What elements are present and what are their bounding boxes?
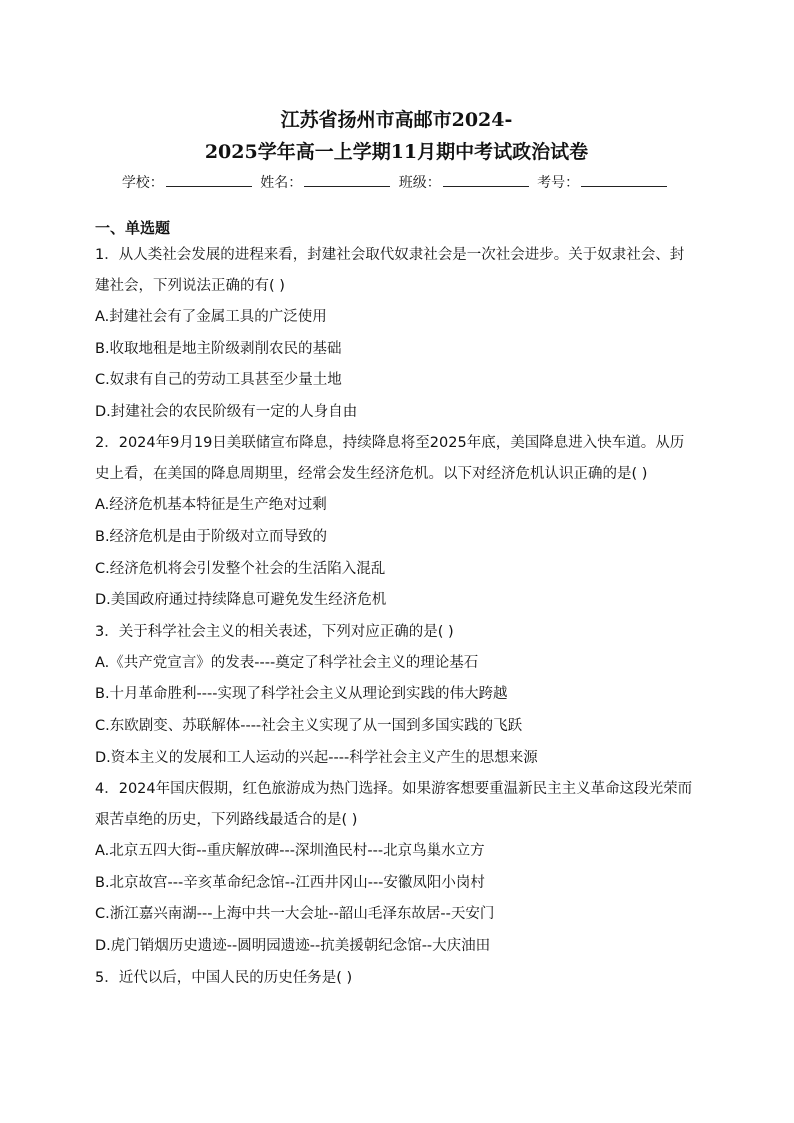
question-text: 1．从人类社会发展的进程来看，封建社会取代奴隶社会是一次社会进步。关于奴隶社会、封建社会，下列说法正确的有( ): [95, 247, 685, 294]
option-a[interactable]: A.封建社会有了金属工具的广泛使用: [95, 309, 327, 325]
option-d[interactable]: D.虎门销烟历史遗迹--圆明园遗迹--抗美援朝纪念馆--大庆油田: [95, 937, 491, 954]
option-c[interactable]: C.浙江嘉兴南湖---上海中共一大会址--韶山毛泽东故居--天安门: [95, 906, 495, 923]
option-d[interactable]: D.封建社会的农民阶级有一定的人身自由: [95, 403, 358, 420]
question-1: [95, 240, 698, 428]
option-a[interactable]: A.经济危机基本特征是生产绝对过剩: [95, 497, 327, 514]
option-b[interactable]: B.北京故宫---辛亥革命纪念馆--江西井冈山---安徽凤阳小岗村: [95, 874, 485, 891]
class-blank[interactable]: [443, 172, 529, 187]
name-blank[interactable]: [304, 172, 390, 187]
option-c[interactable]: C.东欧剧变、苏联解体----社会主义实现了从一国到多国实践的飞跃: [95, 717, 523, 734]
school-label: 学校：: [121, 175, 164, 191]
title-line-1: 江苏省扬州市高邮市2024-: [280, 109, 513, 131]
number-blank[interactable]: [581, 172, 667, 187]
option-b[interactable]: B.经济危机是由于阶级对立而导致的: [95, 528, 328, 545]
option-a[interactable]: A.《共产党宣言》的发表----奠定了科学社会主义的理论基石: [95, 654, 479, 671]
option-d[interactable]: D.美国政府通过持续降息可避免发生经济危机: [95, 592, 387, 609]
question-3: [95, 617, 698, 774]
question-5: [95, 963, 698, 994]
option-c[interactable]: C.经济危机将会引发整个社会的生活陷入混乱: [95, 560, 386, 577]
question-text: 4．2024年国庆假期，红色旅游成为热门选择。如果游客想要重温新民主主义革命这段光荣而艰苦卓绝的历史，下列路线最适合的是( ): [95, 781, 693, 829]
name-label: 姓名：: [260, 175, 303, 191]
student-info: [95, 172, 698, 194]
title-line-2: 2025学年高一上学期11月期中考试政治试卷: [204, 141, 589, 163]
question-text: 2．2024年9月19日美联储宣布降息，持续降息将至2025年底，美国降息进入快车道。从历史上看，在美国的降息周期里，经常会发生经济危机。以下对经济危机认识正确的是( ): [95, 435, 685, 483]
option-b[interactable]: B.十月革命胜利----实现了科学社会主义从理论到实践的伟大跨越: [95, 686, 508, 703]
school-blank[interactable]: [166, 172, 252, 187]
page-title: [95, 104, 698, 168]
option-b[interactable]: B.收取地租是地主阶级剥削农民的基础: [95, 340, 342, 357]
question-2: [95, 428, 698, 616]
option-a[interactable]: A.北京五四大街--重庆解放碑---深圳渔民村---北京鸟巢水立方: [95, 843, 485, 860]
class-label: 班级：: [398, 175, 441, 191]
number-label: 考号：: [537, 175, 580, 191]
question-text: 3．关于科学社会主义的相关表述，下列对应正确的是( ): [95, 623, 454, 640]
question-text: 5．近代以后，中国人民的历史任务是( ): [95, 969, 353, 986]
section-heading: 一、单选题: [95, 219, 171, 237]
question-4: [95, 774, 698, 962]
option-d[interactable]: D.资本主义的发展和工人运动的兴起----科学社会主义产生的思想来源: [95, 749, 538, 766]
option-c[interactable]: C.奴隶有自己的劳动工具甚至少量土地: [95, 372, 342, 389]
